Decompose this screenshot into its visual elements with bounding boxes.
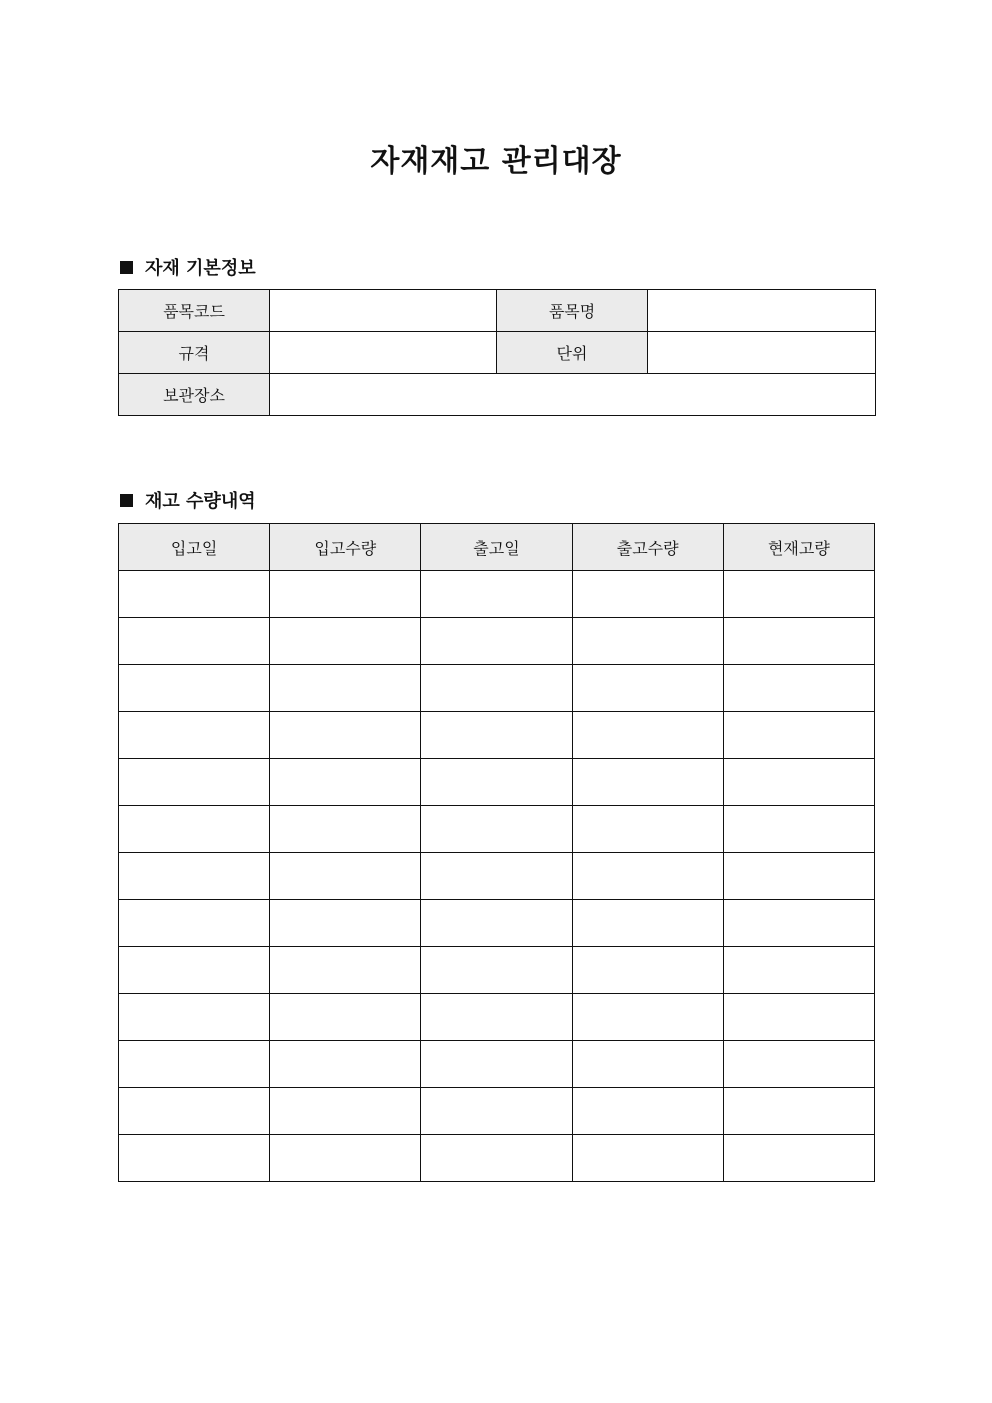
issue-qty-cell[interactable] [572,947,723,994]
table-row [119,290,876,332]
receipt-date-cell[interactable] [119,618,270,665]
issue-date-cell[interactable] [421,994,572,1041]
table-row [119,571,875,618]
issue-qty-cell[interactable] [572,853,723,900]
issue-qty-cell[interactable] [572,1088,723,1135]
current-stock-cell[interactable] [723,665,874,712]
spec-label: 규격 [119,332,270,374]
receipt-qty-cell[interactable] [270,900,421,947]
current-stock-cell[interactable] [723,900,874,947]
receipt-qty-cell[interactable] [270,994,421,1041]
receipt-date-cell[interactable] [119,759,270,806]
table-row [119,994,875,1041]
current-stock-cell[interactable] [723,806,874,853]
receipt-date-cell[interactable] [119,665,270,712]
item-name-label: 품목명 [497,290,648,332]
current-stock-cell[interactable] [723,571,874,618]
section-heading-stock [120,487,256,513]
table-row [119,806,875,853]
location-field[interactable] [270,374,876,416]
column-header-receipt-date: 입고일 [119,524,270,571]
table-row [119,900,875,947]
table-row [119,759,875,806]
receipt-qty-cell[interactable] [270,947,421,994]
table-row [119,947,875,994]
receipt-date-cell[interactable] [119,900,270,947]
column-header-issue-date: 출고일 [421,524,572,571]
issue-qty-cell[interactable] [572,618,723,665]
section-heading-text: 재고 수량내역 [145,491,256,512]
receipt-qty-cell[interactable] [270,618,421,665]
table-header-row [119,524,875,571]
receipt-date-cell[interactable] [119,1088,270,1135]
receipt-qty-cell[interactable] [270,759,421,806]
current-stock-cell[interactable] [723,994,874,1041]
issue-date-cell[interactable] [421,853,572,900]
issue-qty-cell[interactable] [572,1135,723,1182]
issue-date-cell[interactable] [421,759,572,806]
issue-date-cell[interactable] [421,665,572,712]
stock-table [118,523,875,1182]
issue-qty-cell[interactable] [572,806,723,853]
column-header-receipt-qty: 입고수량 [270,524,421,571]
issue-date-cell[interactable] [421,571,572,618]
current-stock-cell[interactable] [723,712,874,759]
issue-date-cell[interactable] [421,1135,572,1182]
receipt-qty-cell[interactable] [270,571,421,618]
column-header-issue-qty: 출고수량 [572,524,723,571]
receipt-date-cell[interactable] [119,947,270,994]
issue-qty-cell[interactable] [572,1041,723,1088]
section-heading-text: 자재 기본정보 [145,258,256,279]
receipt-date-cell[interactable] [119,1041,270,1088]
receipt-qty-cell[interactable] [270,665,421,712]
issue-date-cell[interactable] [421,900,572,947]
receipt-qty-cell[interactable] [270,853,421,900]
issue-qty-cell[interactable] [572,994,723,1041]
receipt-date-cell[interactable] [119,994,270,1041]
table-row [119,618,875,665]
unit-field[interactable] [648,332,876,374]
issue-date-cell[interactable] [421,712,572,759]
table-row [119,1041,875,1088]
issue-date-cell[interactable] [421,947,572,994]
current-stock-cell[interactable] [723,1135,874,1182]
item-code-label: 품목코드 [119,290,270,332]
issue-qty-cell[interactable] [572,712,723,759]
document-title: 자재재고 관리대장 [370,144,622,179]
current-stock-cell[interactable] [723,618,874,665]
receipt-qty-cell[interactable] [270,1088,421,1135]
issue-date-cell[interactable] [421,1041,572,1088]
table-row [119,712,875,759]
issue-qty-cell[interactable] [572,759,723,806]
current-stock-cell[interactable] [723,1088,874,1135]
receipt-date-cell[interactable] [119,853,270,900]
column-header-current-stock: 현재고량 [723,524,874,571]
issue-date-cell[interactable] [421,806,572,853]
table-row [119,332,876,374]
spec-field[interactable] [270,332,497,374]
receipt-date-cell[interactable] [119,712,270,759]
basic-info-table [118,289,876,416]
table-row [119,665,875,712]
table-row [119,374,876,416]
issue-qty-cell[interactable] [572,900,723,947]
location-label: 보관장소 [119,374,270,416]
table-row [119,1088,875,1135]
receipt-qty-cell[interactable] [270,712,421,759]
table-row [119,853,875,900]
receipt-date-cell[interactable] [119,1135,270,1182]
current-stock-cell[interactable] [723,759,874,806]
current-stock-cell[interactable] [723,853,874,900]
unit-label: 단위 [497,332,648,374]
issue-date-cell[interactable] [421,618,572,665]
section-heading-basic-info [120,254,256,280]
receipt-qty-cell[interactable] [270,806,421,853]
item-name-field[interactable] [648,290,876,332]
table-row [119,1135,875,1182]
receipt-date-cell[interactable] [119,806,270,853]
square-bullet-icon [120,261,133,274]
current-stock-cell[interactable] [723,1041,874,1088]
receipt-qty-cell[interactable] [270,1135,421,1182]
issue-qty-cell[interactable] [572,665,723,712]
issue-date-cell[interactable] [421,1088,572,1135]
receipt-qty-cell[interactable] [270,1041,421,1088]
square-bullet-icon [120,494,133,507]
current-stock-cell[interactable] [723,947,874,994]
issue-qty-cell[interactable] [572,571,723,618]
item-code-field[interactable] [270,290,497,332]
receipt-date-cell[interactable] [119,571,270,618]
